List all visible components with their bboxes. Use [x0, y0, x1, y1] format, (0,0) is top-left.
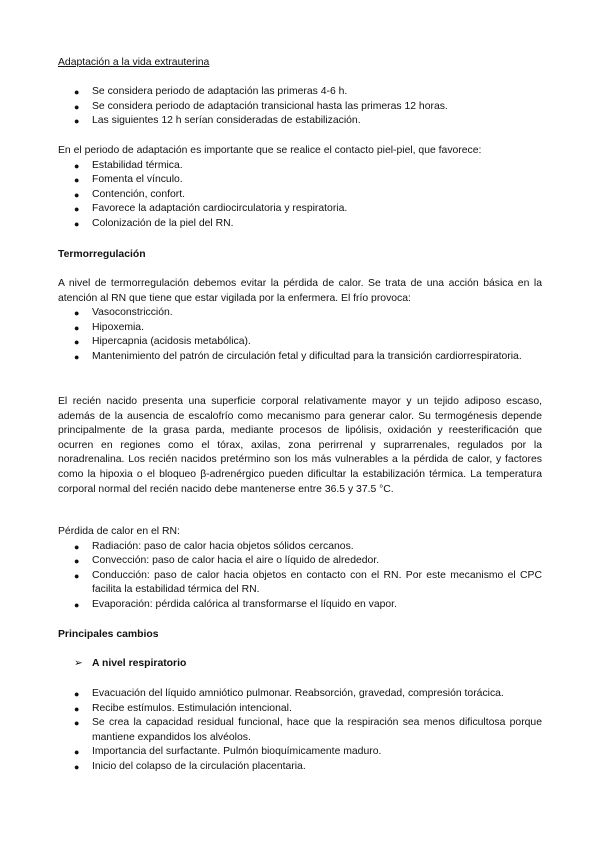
heading-adaptacion: Adaptación a la vida extrauterina	[58, 57, 210, 68]
list-item: ● Evacuación del líquido amniótico pulmonar. Reabsorción, gravedad, compresión torácica.	[58, 687, 542, 702]
bullet-icon: ●	[74, 160, 80, 171]
section-title-cambios	[58, 628, 542, 643]
list-item: ● Favorece la adaptación cardiocirculatoria y respiratoria.	[58, 202, 542, 217]
subsection-respiratorio	[58, 657, 542, 672]
thermogenesis-paragraph: El recién nacido presenta una superficie corporal relativamente mayor y un tejido adiposo escaso, además de la ausencia de escalofrío como mecanismo para generar calor. Su termogénesis depende principalmente de la grasa parda, mediante procesos de lipólisis, oxidación y reesterificación que ocurren en regiones como el tórax, axilas, zona perirrenal y suprarrenales, regulados por la noradrenalina. Los recién nacidos pretérmino son los más vulnerables a la pérdida de calor, y factores como la hipoxia o el bloqueo β-adrenérgico pueden dificultar la estabilización térmica. La temperatura corporal normal del recién nacido debe mantenerse entre 36.5 y 37.5 °C.	[58, 396, 542, 495]
list-item: ● Contención, confort.	[58, 188, 542, 203]
heading-principales-cambios: Principales cambios	[58, 629, 159, 640]
list-item: ● Se considera periodo de adaptación transicional hasta las primeras 12 horas.	[58, 100, 542, 115]
list-item: ● Estabilidad térmica.	[58, 159, 542, 174]
bullet-icon: ●	[74, 175, 80, 186]
list-item: ● Recibe estímulos. Estimulación intencional.	[58, 702, 542, 717]
section-title-adaptacion	[58, 56, 542, 71]
thermogenesis-paragraph-block	[58, 395, 542, 497]
section-title-termorregulacion	[58, 248, 542, 263]
respiratory-list	[58, 687, 542, 775]
bullet-icon: ●	[74, 570, 80, 581]
heat-loss-block	[58, 525, 542, 613]
bullet-icon: ●	[74, 556, 80, 567]
bullet-icon: ●	[74, 322, 80, 333]
heading-termorregulacion: Termorregulación	[58, 249, 146, 260]
bullet-icon: ●	[74, 204, 80, 215]
bullet-icon: ●	[74, 218, 80, 229]
adaptation-list	[58, 85, 542, 129]
bullet-icon: ●	[74, 337, 80, 348]
list-item: ● Convección: paso de calor hacia el aire o líquido de alrededor.	[58, 554, 542, 569]
bullet-icon: ●	[74, 689, 80, 699]
subheading-respiratorio	[58, 657, 542, 672]
list-item: ● Hipercapnia (acidosis metabólica).	[58, 335, 542, 350]
list-item: ● Inicio del colapso de la circulación placentaria.	[58, 760, 542, 775]
bullet-icon: ●	[74, 189, 80, 200]
thermo-intro-block	[58, 277, 542, 365]
bullet-icon: ●	[74, 116, 80, 127]
list-item: ● Se considera periodo de adaptación las primeras 4-6 h.	[58, 85, 542, 100]
list-item: ● Conducción: paso de calor hacia objetos en contacto con el RN. Por este mecanismo el CPC facilita la estabilidad térmica del RN.	[74, 569, 542, 596]
list-item: ● Importancia del surfactante. Pulmón bioquímicamente maduro.	[58, 745, 542, 760]
bullet-icon: ●	[74, 351, 80, 362]
list-item: ● Mantenimiento del patrón de circulación fetal y dificultad para la transición cardiorrespiratoria.	[58, 350, 542, 365]
list-item: ● Las siguientes 12 h serían consideradas de estabilización.	[58, 114, 542, 129]
list-item: ● Fomenta el vínculo.	[58, 173, 542, 188]
bullet-icon: ●	[74, 747, 80, 758]
list-item: ● Vasoconstricción.	[58, 306, 542, 321]
bullet-icon: ●	[74, 541, 80, 552]
arrow-icon: ➢	[74, 658, 83, 669]
skin-contact-intro: En el periodo de adaptación es importante que se realice el contacto piel-piel, que favorece:	[58, 145, 482, 156]
list-item: ● Hipoxemia.	[58, 321, 542, 336]
bullet-icon: ●	[74, 718, 80, 729]
subheading-label: A nivel respiratorio	[92, 658, 187, 669]
list-item: ● Se crea la capacidad residual funcional, hace que la respiración sea menos dificultosa porque mantiene expandidos los alvéolos.	[74, 717, 542, 743]
bullet-icon: ●	[74, 599, 80, 610]
list-item: ● Evaporación: pérdida calórica al transformarse el líquido en vapor.	[58, 598, 542, 613]
list-item: ● Colonización de la piel del RN.	[58, 217, 542, 232]
heat-loss-title: Pérdida de calor en el RN:	[58, 526, 180, 537]
thermo-intro: A nivel de termorregulación debemos evitar la pérdida de calor. Se trata de una acción básica en la atención al RN que tiene que estar vigilada por la enfermera. El frío provoca:	[58, 278, 542, 304]
bullet-icon: ●	[74, 101, 80, 112]
list-item: ● Radiación: paso de calor hacia objetos sólidos cercanos.	[58, 540, 542, 555]
bullet-icon: ●	[74, 703, 80, 714]
bullet-icon: ●	[74, 308, 80, 319]
bullet-icon: ●	[74, 87, 80, 97]
bullet-icon: ●	[74, 761, 80, 772]
skin-contact-block	[58, 144, 542, 232]
